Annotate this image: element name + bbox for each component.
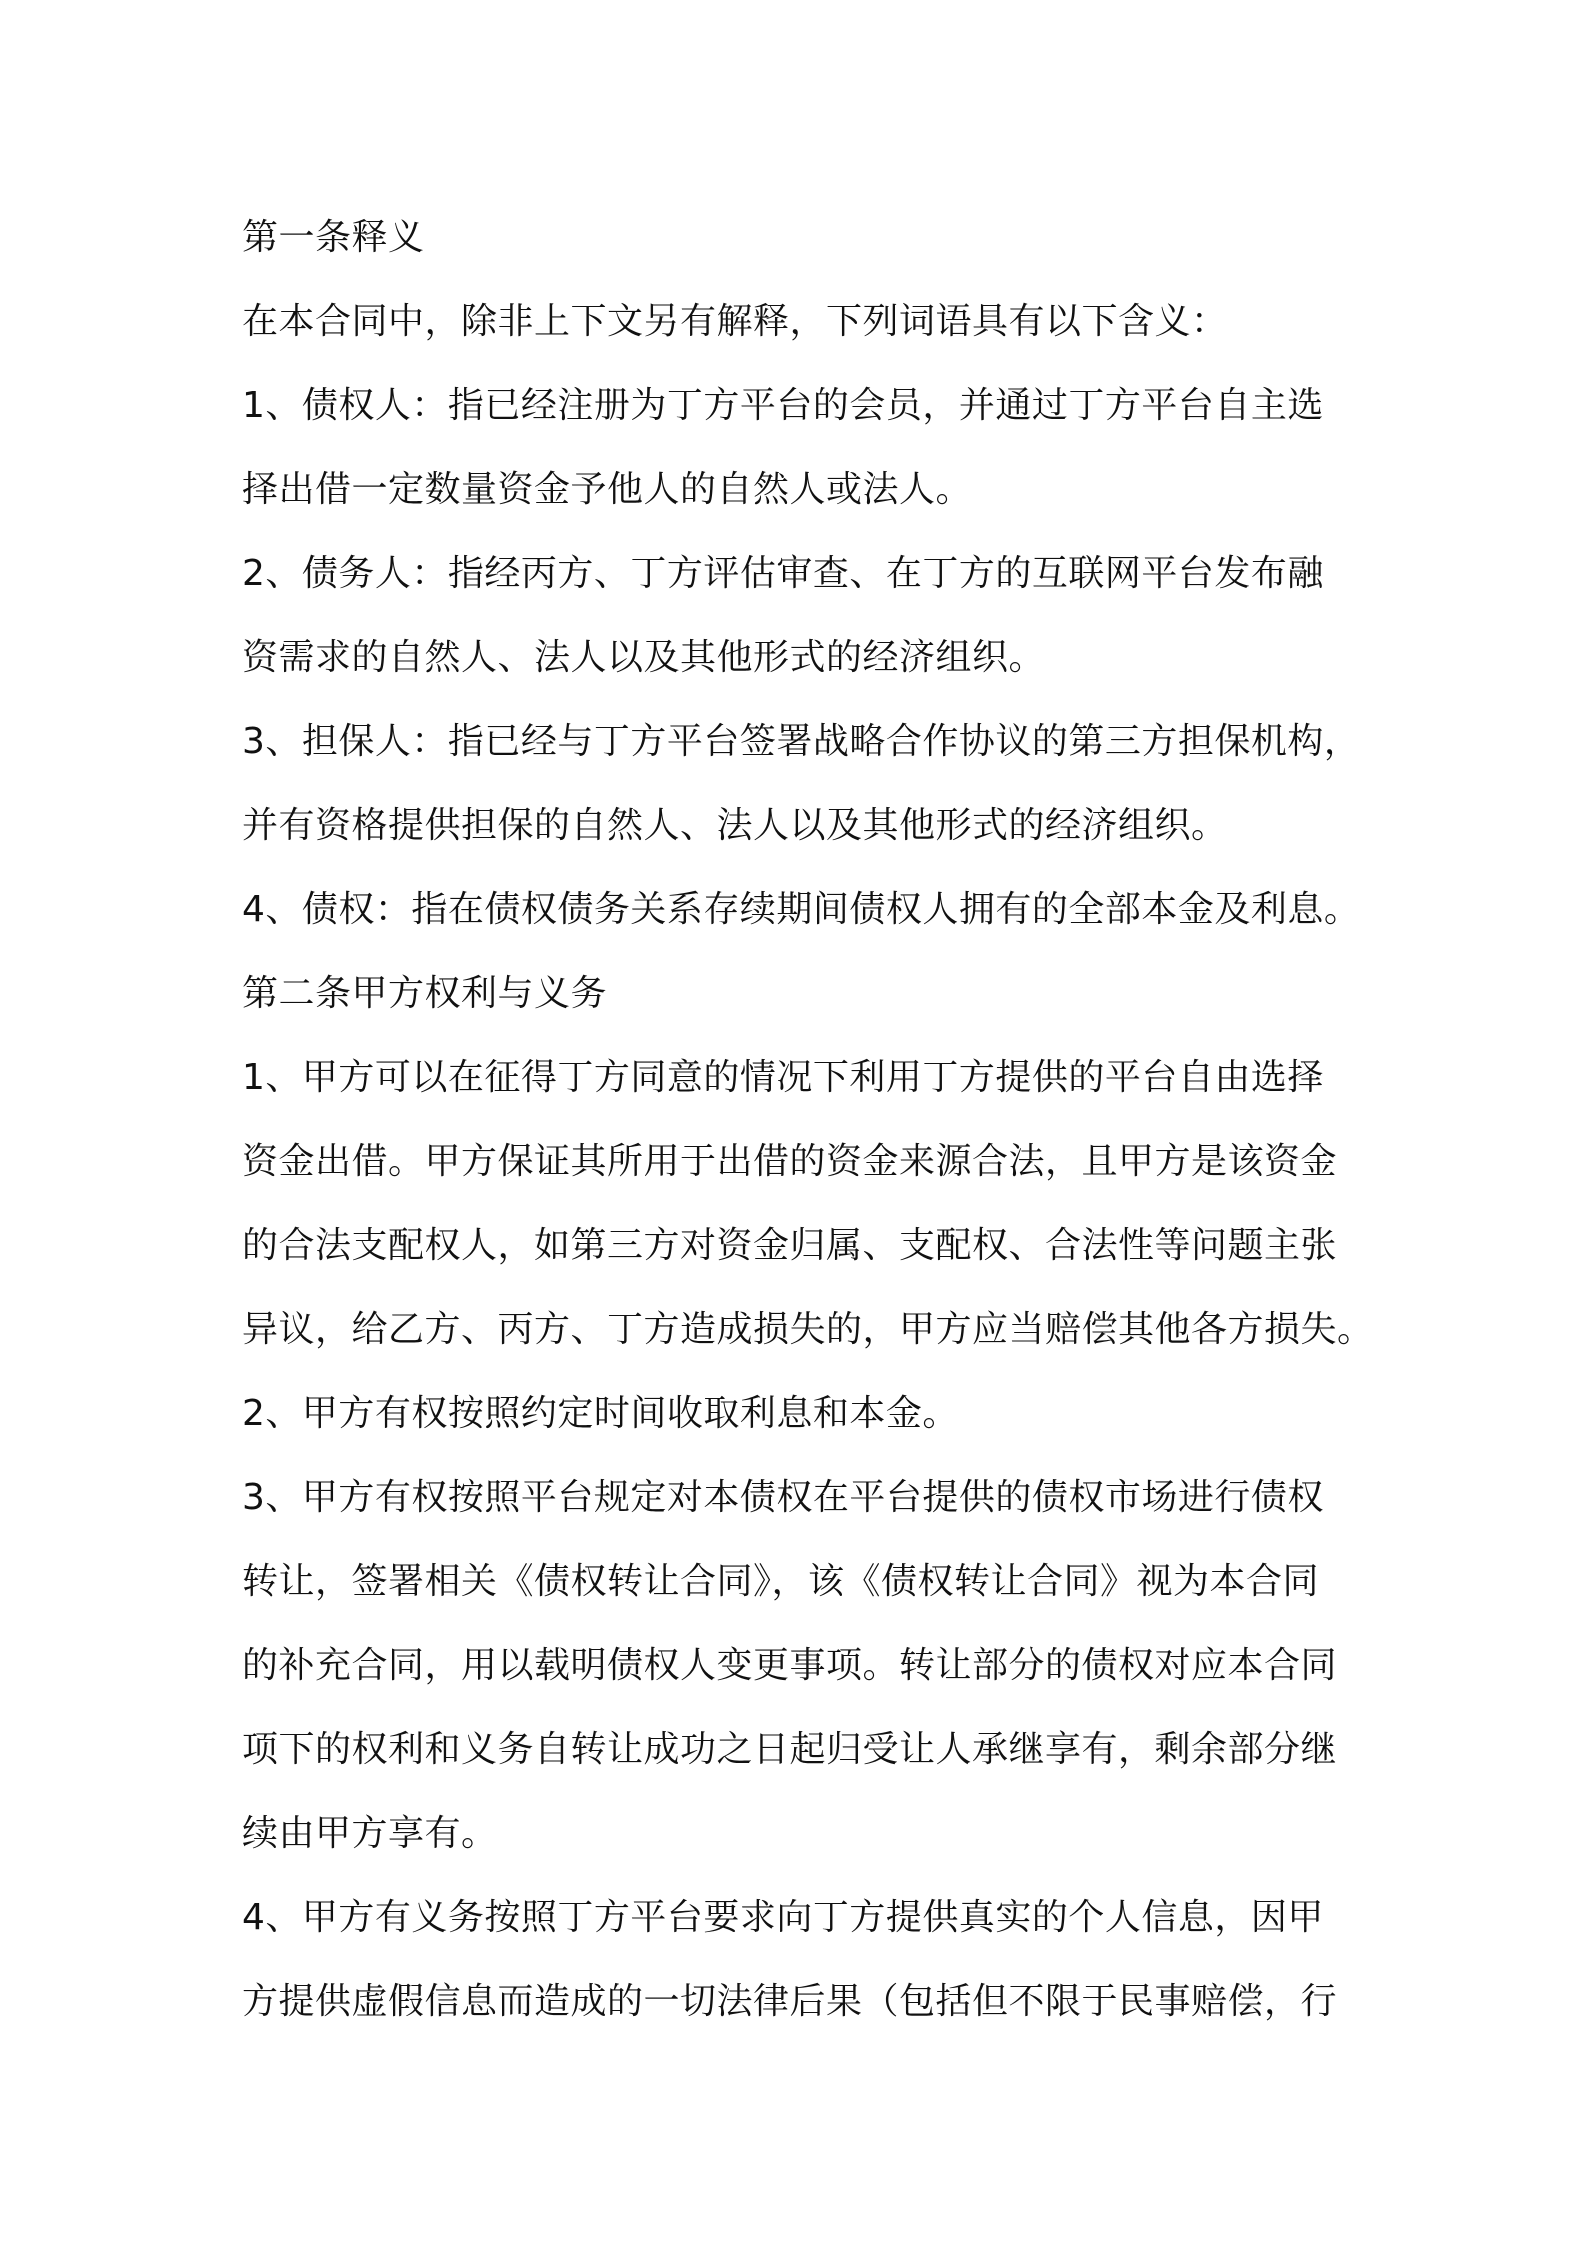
paragraph-line: 2、债务人：指经丙方、丁方评估审查、在丁方的互联网平台发布融 — [242, 553, 1324, 594]
paragraph-line: 择出借一定数量资金予他人的自然人或法人。 — [242, 469, 973, 510]
section-heading-1-definitions: 第一条释义 — [242, 217, 425, 258]
paragraph-line: 2、甲方有权按照约定时间收取利息和本金。 — [242, 1393, 959, 1434]
section-heading-2-party-a-rights: 第二条甲方权利与义务 — [242, 973, 608, 1014]
paragraph-line: 1、甲方可以在征得丁方同意的情况下利用丁方提供的平台自由选择 — [242, 1057, 1324, 1098]
paragraph-line: 4、甲方有义务按照丁方平台要求向丁方提供真实的个人信息，因甲 — [242, 1897, 1324, 1938]
paragraph-line: 4、债权：指在债权债务关系存续期间债权人拥有的全部本金及利息。 — [242, 889, 1361, 930]
paragraph-line: 异议，给乙方、丙方、丁方造成损失的，甲方应当赔偿其他各方损失。 — [242, 1309, 1374, 1350]
paragraph-line: 资金出借。甲方保证其所用于出借的资金来源合法，且甲方是该资金 — [242, 1141, 1338, 1182]
paragraph-line: 方提供虚假信息而造成的一切法律后果（包括但不限于民事赔偿，行 — [242, 1981, 1338, 2022]
paragraph-line: 并有资格提供担保的自然人、法人以及其他形式的经济组织。 — [242, 805, 1228, 846]
paragraph-line: 转让，签署相关《债权转让合同》，该《债权转让合同》视为本合同 — [242, 1561, 1320, 1602]
paragraph-line: 资需求的自然人、法人以及其他形式的经济组织。 — [242, 637, 1046, 678]
paragraph-line: 3、担保人：指已经与丁方平台签署战略合作协议的第三方担保机构， — [242, 721, 1361, 762]
contract-text-body — [242, 196, 1374, 2044]
paragraph-line: 3、甲方有权按照平台规定对本债权在平台提供的债权市场进行债权 — [242, 1477, 1324, 1518]
paragraph-line: 的合法支配权人，如第三方对资金归属、支配权、合法性等问题主张 — [242, 1225, 1338, 1266]
paragraph-line: 的补充合同，用以载明债权人变更事项。转让部分的债权对应本合同 — [242, 1645, 1338, 1686]
paragraph-line: 在本合同中，除非上下文另有解释，下列词语具有以下含义： — [242, 301, 1228, 342]
paragraph-line: 项下的权利和义务自转让成功之日起归受让人承继享有，剩余部分继 — [242, 1729, 1338, 1770]
paragraph-line: 1、债权人：指已经注册为丁方平台的会员，并通过丁方平台自主选 — [242, 385, 1324, 426]
paragraph-line: 续由甲方享有。 — [242, 1813, 498, 1854]
